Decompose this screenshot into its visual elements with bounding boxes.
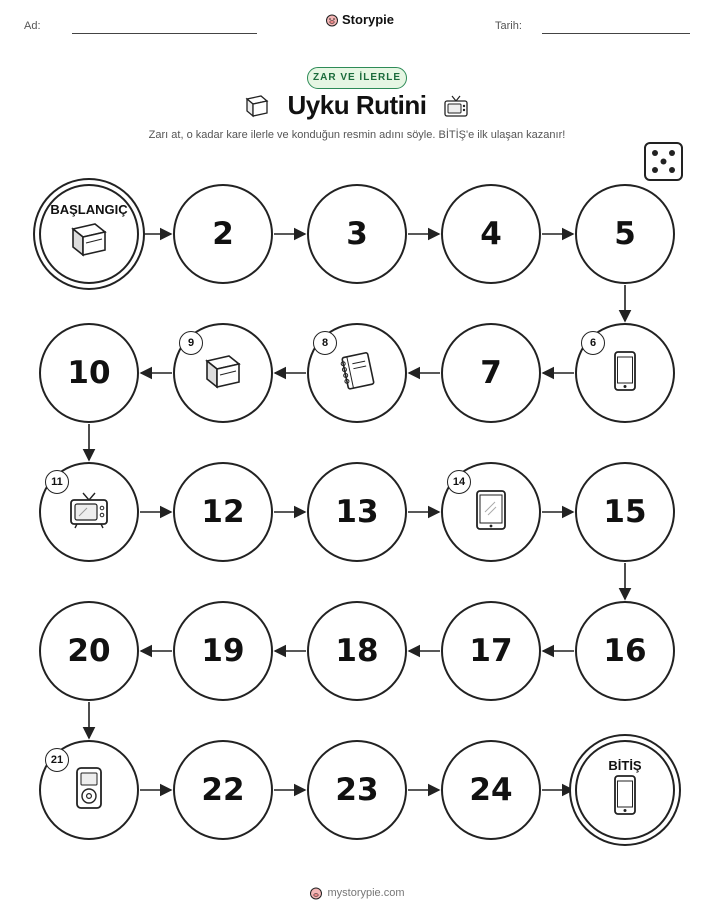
game-type-badge: ZAR VE İLERLE bbox=[307, 67, 407, 89]
board-space-2[interactable] bbox=[173, 184, 273, 284]
space-number: 2 bbox=[212, 216, 234, 252]
music-player-icon bbox=[67, 766, 111, 815]
smartphone-icon bbox=[603, 773, 647, 822]
page-title: Uyku Rutini bbox=[287, 90, 427, 120]
board-space-4[interactable] bbox=[441, 184, 541, 284]
board-space-11[interactable] bbox=[39, 462, 139, 562]
board-space-12[interactable] bbox=[173, 462, 273, 562]
start-space[interactable] bbox=[39, 184, 139, 284]
space-number: 10 bbox=[67, 355, 111, 391]
board-space-14[interactable] bbox=[441, 462, 541, 562]
board-space-15[interactable] bbox=[575, 462, 675, 562]
brand-name: Storypie bbox=[342, 12, 395, 27]
board-space-13[interactable] bbox=[307, 462, 407, 562]
notebook-icon bbox=[335, 349, 379, 398]
space-number: 15 bbox=[603, 494, 647, 530]
space-number-badge: 11 bbox=[45, 470, 69, 494]
board-space-18[interactable] bbox=[307, 601, 407, 701]
board-space-5[interactable] bbox=[575, 184, 675, 284]
space-number: 5 bbox=[614, 216, 636, 252]
space-number-badge: 21 bbox=[45, 748, 69, 772]
space-number: 12 bbox=[201, 494, 245, 530]
board-space-7[interactable] bbox=[441, 323, 541, 423]
book-icon bbox=[201, 349, 245, 398]
space-number: 23 bbox=[335, 772, 379, 808]
footer bbox=[0, 886, 714, 900]
board-space-9[interactable] bbox=[173, 323, 273, 423]
space-number-badge: 8 bbox=[313, 331, 337, 355]
board-space-22[interactable] bbox=[173, 740, 273, 840]
date-label: Tarih: bbox=[495, 20, 522, 32]
footer-url[interactable]: mystorypie.com bbox=[327, 887, 405, 899]
space-number: 18 bbox=[335, 633, 379, 669]
pig-mascot-icon bbox=[309, 886, 323, 900]
space-number: 7 bbox=[480, 355, 502, 391]
name-label: Ad: bbox=[24, 20, 41, 32]
space-number: 16 bbox=[603, 633, 647, 669]
space-number-badge: 9 bbox=[179, 331, 203, 355]
board-space-20[interactable] bbox=[39, 601, 139, 701]
space-number-badge: 6 bbox=[581, 331, 605, 355]
tv-icon bbox=[67, 488, 111, 537]
board-space-6[interactable] bbox=[575, 323, 675, 423]
smartphone-icon bbox=[603, 349, 647, 398]
space-number-badge: 14 bbox=[447, 470, 471, 494]
space-number: 20 bbox=[67, 633, 111, 669]
space-number: 17 bbox=[469, 633, 513, 669]
board-space-8[interactable] bbox=[307, 323, 407, 423]
tablet-icon bbox=[469, 488, 513, 537]
board-space-24[interactable] bbox=[441, 740, 541, 840]
board-space-19[interactable] bbox=[173, 601, 273, 701]
finish-label: BİTİŞ bbox=[608, 758, 642, 773]
board-space-23[interactable] bbox=[307, 740, 407, 840]
instructions: Zarı at, o kadar kare ilerle ve konduğun resmin adını söyle. BİTİŞ'e ilk ulaşan kazanır! bbox=[148, 129, 566, 141]
space-number: 22 bbox=[201, 772, 245, 808]
space-number: 4 bbox=[480, 216, 502, 252]
board-space-3[interactable] bbox=[307, 184, 407, 284]
book-icon bbox=[67, 217, 111, 266]
board-space-17[interactable] bbox=[441, 601, 541, 701]
space-number: 24 bbox=[469, 772, 513, 808]
space-number: 13 bbox=[335, 494, 379, 530]
finish-space[interactable] bbox=[575, 740, 675, 840]
board-space-10[interactable] bbox=[39, 323, 139, 423]
board-space-21[interactable] bbox=[39, 740, 139, 840]
start-label: BAŞLANGIÇ bbox=[50, 202, 128, 217]
space-number: 19 bbox=[201, 633, 245, 669]
space-number: 3 bbox=[346, 216, 368, 252]
board-space-16[interactable] bbox=[575, 601, 675, 701]
